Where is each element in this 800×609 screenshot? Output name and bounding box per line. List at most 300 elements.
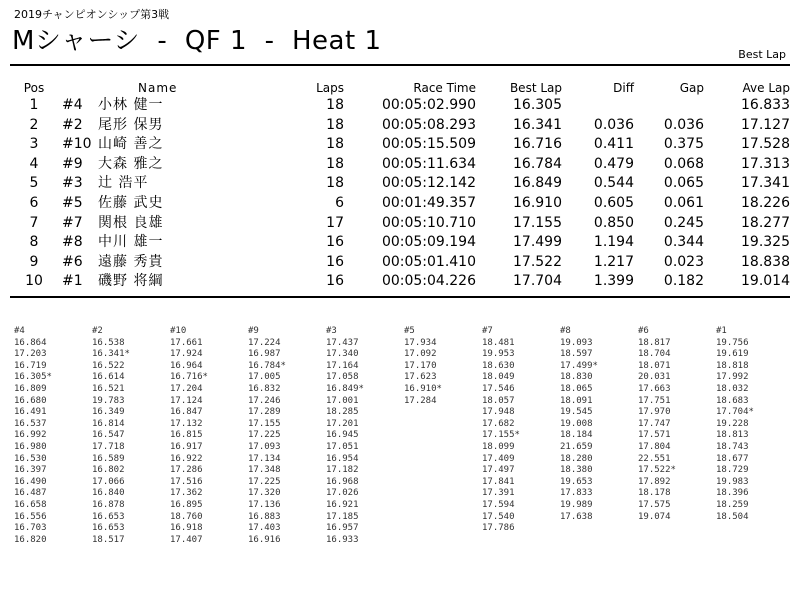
lap-time-cell xyxy=(400,442,478,454)
driver-name-cell: 佐藤 武史 xyxy=(98,194,164,211)
lap-time-cell: 17.201 xyxy=(326,418,359,429)
lap-time-cell xyxy=(712,535,790,547)
lap-time-cell: 17.362 xyxy=(170,488,203,499)
lap-column-header: #6 xyxy=(638,326,649,336)
gap-cell: 0.375 xyxy=(663,136,704,153)
lap-time-cell: 19.783 xyxy=(92,395,125,406)
laps-cell: 18 xyxy=(326,155,344,172)
driver-name-cell: 大森 雅之 xyxy=(98,155,164,172)
driver-name-cell: 辻 浩平 xyxy=(98,175,149,192)
lap-time-cell: 17.437 xyxy=(326,337,359,348)
ave-lap-cell: 17.313 xyxy=(741,155,790,172)
lap-time-cell: 16.968 xyxy=(326,476,359,487)
lap-time-cell: 16.530 xyxy=(14,453,47,464)
lap-time-cell xyxy=(400,535,478,547)
lap-time-cell: 17.841 xyxy=(482,476,515,487)
pos-cell: 3 xyxy=(29,136,39,153)
lap-time-cell: 17.924 xyxy=(170,349,203,360)
lap-time-cell: 18.396 xyxy=(716,488,749,499)
lap-time-cell: 18.830 xyxy=(560,372,593,383)
race-time-cell: 00:05:04.226 xyxy=(381,273,476,290)
lap-time-cell: 16.490 xyxy=(14,476,47,487)
lap-time-cell: 18.049 xyxy=(482,372,515,383)
best-lap-cell: 16.784 xyxy=(513,155,562,172)
race-time-cell: 00:05:10.710 xyxy=(381,214,476,231)
column-header-pos: Pos xyxy=(23,81,45,95)
lap-time-cell: 18.057 xyxy=(482,395,515,406)
pos-cell: 1 xyxy=(29,97,39,113)
laps-cell: 18 xyxy=(326,136,344,153)
race-time-cell: 00:05:12.142 xyxy=(381,175,476,192)
lap-time-cell xyxy=(634,523,712,535)
lap-time-cell xyxy=(400,454,478,466)
diff-cell xyxy=(562,96,634,116)
diff-cell: 0.479 xyxy=(593,155,634,172)
lap-time-cell: 18.743 xyxy=(716,441,749,452)
driver-name-cell: 中川 雄一 xyxy=(98,234,164,251)
laps-cell: 18 xyxy=(326,97,344,113)
column-header-gap: Gap xyxy=(679,81,704,95)
pos-cell: 5 xyxy=(29,175,39,192)
lap-time-cell: 16.556 xyxy=(14,511,47,522)
lap-time-cell: 16.703 xyxy=(14,523,47,534)
car-number-cell: #5 xyxy=(62,194,83,211)
lap-time-cell: 17.246 xyxy=(248,395,281,406)
lap-row xyxy=(10,454,790,466)
lap-time-cell: 17.704* xyxy=(716,407,754,418)
lap-time-cell: 17.051 xyxy=(326,441,359,452)
lap-time-cell: 18.504 xyxy=(716,511,749,522)
lap-time-cell: 16.916 xyxy=(248,534,281,545)
lap-time-cell: 18.184 xyxy=(560,430,593,441)
result-row xyxy=(10,253,790,273)
gap-cell: 0.344 xyxy=(663,234,704,251)
lap-time-cell: 17.225 xyxy=(248,430,281,441)
lap-time-cell: 16.614 xyxy=(92,372,125,383)
lap-times-table xyxy=(10,326,790,546)
lap-time-cell xyxy=(400,500,478,512)
lap-time-cell: 16.957 xyxy=(326,523,359,534)
lap-time-cell: 17.934 xyxy=(404,337,437,348)
lap-time-cell: 16.921 xyxy=(326,499,359,510)
lap-time-cell: 17.407 xyxy=(170,534,203,545)
results-header-row xyxy=(10,80,790,96)
ave-lap-cell: 17.528 xyxy=(741,136,790,153)
best-lap-cell: 16.910 xyxy=(513,194,562,211)
lap-time-cell: 17.204 xyxy=(170,383,203,394)
gap-cell: 0.068 xyxy=(663,155,704,172)
lap-time-cell: 18.065 xyxy=(560,383,593,394)
diff-cell: 0.411 xyxy=(593,136,634,153)
lap-time-cell: 17.522* xyxy=(638,465,676,476)
lap-time-cell: 18.071 xyxy=(638,360,671,371)
best-lap-cell: 17.499 xyxy=(513,234,562,251)
lap-time-cell: 17.289 xyxy=(248,407,281,418)
result-row xyxy=(10,233,790,253)
lap-time-cell: 16.933 xyxy=(326,534,359,545)
lap-time-cell: 16.864 xyxy=(14,337,47,348)
lap-time-cell xyxy=(556,523,634,535)
lap-time-cell: 17.571 xyxy=(638,430,671,441)
lap-row xyxy=(10,488,790,500)
lap-time-cell: 19.074 xyxy=(638,511,671,522)
lap-time-cell xyxy=(400,407,478,419)
lap-time-cell: 16.878 xyxy=(92,499,125,510)
gap-cell xyxy=(634,96,704,116)
laps-cell: 16 xyxy=(326,253,344,270)
lap-time-cell: 16.589 xyxy=(92,453,125,464)
lap-time-cell xyxy=(400,430,478,442)
result-row xyxy=(10,272,790,292)
lap-time-cell: 17.058 xyxy=(326,372,359,383)
lap-time-cell: 16.680 xyxy=(14,395,47,406)
race-time-cell: 00:05:09.194 xyxy=(381,234,476,251)
car-number-cell: #9 xyxy=(62,155,83,172)
lap-time-cell: 16.840 xyxy=(92,488,125,499)
gap-cell: 0.061 xyxy=(663,194,704,211)
diff-cell: 1.194 xyxy=(593,234,634,251)
column-header-diff: Diff xyxy=(613,81,634,95)
lap-time-cell: 16.491 xyxy=(14,407,47,418)
race-time-cell: 00:05:11.634 xyxy=(381,155,476,172)
lap-time-cell: 18.099 xyxy=(482,441,515,452)
lap-time-cell: 17.155 xyxy=(248,418,281,429)
result-row xyxy=(10,194,790,214)
lap-column-header: #9 xyxy=(248,326,259,336)
lap-time-cell: 20.031 xyxy=(638,372,671,383)
lap-time-cell: 19.983 xyxy=(716,476,749,487)
lap-time-cell: 16.992 xyxy=(14,430,47,441)
car-number-cell: #7 xyxy=(62,214,83,231)
result-row xyxy=(10,96,790,116)
ave-lap-cell: 18.226 xyxy=(741,194,790,211)
lap-time-cell: 18.729 xyxy=(716,465,749,476)
ave-lap-cell: 19.325 xyxy=(741,234,790,251)
results-table xyxy=(10,80,790,292)
lap-time-cell: 16.922 xyxy=(170,453,203,464)
lap-row xyxy=(10,384,790,396)
lap-row xyxy=(10,407,790,419)
lap-time-cell: 17.391 xyxy=(482,488,515,499)
laps-cell: 16 xyxy=(326,273,344,290)
lap-column-header: #4 xyxy=(14,326,25,336)
best-lap-cell: 16.849 xyxy=(513,175,562,192)
result-row xyxy=(10,174,790,194)
lap-row xyxy=(10,523,790,535)
race-time-cell: 00:05:08.293 xyxy=(381,116,476,133)
lap-time-cell: 17.638 xyxy=(560,511,593,522)
lap-time-cell: 19.228 xyxy=(716,418,749,429)
lap-time-cell: 17.516 xyxy=(170,476,203,487)
lap-time-cell: 17.182 xyxy=(326,465,359,476)
lap-time-cell: 18.597 xyxy=(560,349,593,360)
lap-row xyxy=(10,361,790,373)
lap-time-cell: 17.284 xyxy=(404,395,437,406)
lap-time-cell: 18.380 xyxy=(560,465,593,476)
car-number-cell: #3 xyxy=(62,175,83,192)
pos-cell: 9 xyxy=(29,253,39,270)
diff-cell: 1.399 xyxy=(593,273,634,290)
lap-time-cell: 19.989 xyxy=(560,499,593,510)
lap-time-cell: 19.619 xyxy=(716,349,749,360)
lap-row xyxy=(10,349,790,361)
ave-lap-cell: 16.833 xyxy=(741,97,790,113)
lap-time-cell: 16.784* xyxy=(248,360,286,371)
lap-times-header-row xyxy=(10,326,790,338)
lap-time-cell: 17.594 xyxy=(482,499,515,510)
lap-time-cell: 16.521 xyxy=(92,383,125,394)
lap-time-cell: 19.653 xyxy=(560,476,593,487)
lap-time-cell: 16.653 xyxy=(92,523,125,534)
lap-time-cell: 17.092 xyxy=(404,349,437,360)
driver-name-cell: 磯野 将綱 xyxy=(98,273,164,290)
lap-time-cell: 16.349 xyxy=(92,407,125,418)
lap-time-cell xyxy=(478,535,556,547)
driver-name-cell: 尾形 保男 xyxy=(98,116,164,133)
lap-time-cell: 17.409 xyxy=(482,453,515,464)
lap-time-cell xyxy=(712,523,790,535)
lap-row xyxy=(10,512,790,524)
lap-time-cell: 17.001 xyxy=(326,395,359,406)
diff-cell: 1.217 xyxy=(593,253,634,270)
lap-time-cell: 17.623 xyxy=(404,372,437,383)
lap-time-cell xyxy=(400,477,478,489)
lap-time-cell: 17.340 xyxy=(326,349,359,360)
column-header-ave-lap: Ave Lap xyxy=(742,81,790,95)
lap-time-cell: 17.203 xyxy=(14,349,47,360)
best-lap-cell: 17.522 xyxy=(513,253,562,270)
result-row xyxy=(10,155,790,175)
lap-time-cell xyxy=(400,488,478,500)
lap-time-cell xyxy=(400,512,478,524)
lap-time-cell: 16.895 xyxy=(170,499,203,510)
driver-name-cell: 遠藤 秀貴 xyxy=(98,253,164,270)
ave-lap-cell: 19.014 xyxy=(741,273,790,290)
lap-time-cell: 19.545 xyxy=(560,407,593,418)
lap-time-cell: 16.987 xyxy=(248,349,281,360)
lap-time-cell: 18.630 xyxy=(482,360,515,371)
lap-column-header: #2 xyxy=(92,326,103,336)
lap-row xyxy=(10,430,790,442)
lap-time-cell: 17.185 xyxy=(326,511,359,522)
lap-time-cell: 17.170 xyxy=(404,360,437,371)
driver-name-cell: 関根 良雄 xyxy=(98,214,164,231)
lap-time-cell: 19.953 xyxy=(482,349,515,360)
lap-time-cell: 16.809 xyxy=(14,383,47,394)
lap-time-cell: 18.481 xyxy=(482,337,515,348)
lap-row xyxy=(10,500,790,512)
lap-time-cell: 17.546 xyxy=(482,383,515,394)
diff-cell: 0.544 xyxy=(593,175,634,192)
lap-time-cell: 17.970 xyxy=(638,407,671,418)
lap-time-cell: 17.575 xyxy=(638,499,671,510)
driver-name-cell: 山崎 善之 xyxy=(98,136,164,153)
best-lap-cell: 17.155 xyxy=(513,214,562,231)
lap-time-cell xyxy=(400,419,478,431)
best-lap-cell: 16.305 xyxy=(513,97,562,113)
diff-cell: 0.605 xyxy=(593,194,634,211)
lap-time-cell: 16.849* xyxy=(326,383,364,394)
lap-time-cell: 18.760 xyxy=(170,511,203,522)
lap-time-cell: 17.682 xyxy=(482,418,515,429)
lap-row xyxy=(10,442,790,454)
pos-cell: 2 xyxy=(29,116,39,133)
result-row xyxy=(10,214,790,234)
car-number-cell: #6 xyxy=(62,253,83,270)
lap-time-cell: 16.547 xyxy=(92,430,125,441)
lap-time-cell: 16.538 xyxy=(92,337,125,348)
column-header-race-time: Race Time xyxy=(413,81,476,95)
event-name: 2019チャンピオンシップ第3戦 xyxy=(14,8,170,21)
lap-row xyxy=(10,535,790,547)
lap-column-header: #5 xyxy=(404,326,415,336)
lap-time-cell: 18.817 xyxy=(638,337,671,348)
lap-column-header: #7 xyxy=(482,326,493,336)
lap-time-cell: 18.280 xyxy=(560,453,593,464)
gap-cell: 0.036 xyxy=(663,116,704,133)
race-time-cell: 00:05:02.990 xyxy=(381,97,476,113)
pos-cell: 6 xyxy=(29,194,39,211)
lap-row xyxy=(10,465,790,477)
lap-time-cell: 21.659 xyxy=(560,441,593,452)
lap-row xyxy=(10,396,790,408)
lap-time-cell: 16.847 xyxy=(170,407,203,418)
lap-time-cell: 16.397 xyxy=(14,465,47,476)
lap-time-cell: 18.818 xyxy=(716,360,749,371)
lap-time-cell: 22.551 xyxy=(638,453,671,464)
lap-time-cell: 17.747 xyxy=(638,418,671,429)
lap-time-cell: 17.225 xyxy=(248,476,281,487)
best-lap-cell: 16.341 xyxy=(513,116,562,133)
lap-time-cell: 16.522 xyxy=(92,360,125,371)
lap-time-cell: 16.719 xyxy=(14,360,47,371)
lap-time-cell: 17.497 xyxy=(482,465,515,476)
best-lap-cell: 17.704 xyxy=(513,273,562,290)
laps-cell: 16 xyxy=(326,234,344,251)
lap-time-cell: 17.134 xyxy=(248,453,281,464)
lap-time-cell: 16.815 xyxy=(170,430,203,441)
lap-row xyxy=(10,477,790,489)
lap-time-cell: 16.820 xyxy=(14,534,47,545)
pos-cell: 7 xyxy=(29,214,39,231)
lap-time-cell: 17.948 xyxy=(482,407,515,418)
race-time-cell: 00:05:01.410 xyxy=(381,253,476,270)
lap-time-cell xyxy=(400,523,478,535)
lap-time-cell: 16.945 xyxy=(326,430,359,441)
lap-time-cell: 17.224 xyxy=(248,337,281,348)
lap-time-cell: 16.305* xyxy=(14,372,52,383)
column-header-best-lap: Best Lap xyxy=(509,81,562,95)
driver-name-cell: 小林 健一 xyxy=(98,97,164,113)
lap-time-cell: 16.716* xyxy=(170,372,208,383)
lap-time-cell: 18.683 xyxy=(716,395,749,406)
lap-column-header: #10 xyxy=(170,326,187,336)
lap-time-cell: 18.178 xyxy=(638,488,671,499)
gap-cell: 0.182 xyxy=(663,273,704,290)
lap-time-cell: 16.341* xyxy=(92,349,130,360)
lap-time-cell: 18.517 xyxy=(92,534,125,545)
lap-time-cell: 18.032 xyxy=(716,383,749,394)
lap-time-cell: 17.124 xyxy=(170,395,203,406)
lap-column-header: #3 xyxy=(326,326,337,336)
car-number-cell: #2 xyxy=(62,116,83,133)
lap-time-cell: 16.964 xyxy=(170,360,203,371)
lap-time-cell: 17.804 xyxy=(638,441,671,452)
lap-time-cell: 17.718 xyxy=(92,441,125,452)
lap-row xyxy=(10,338,790,350)
race-time-cell: 00:01:49.357 xyxy=(381,194,476,211)
lap-time-cell: 16.883 xyxy=(248,511,281,522)
ave-lap-cell: 17.127 xyxy=(741,116,790,133)
lap-time-cell: 17.661 xyxy=(170,337,203,348)
lap-time-cell: 16.537 xyxy=(14,418,47,429)
lap-time-cell: 16.653 xyxy=(92,511,125,522)
column-header-laps: Laps xyxy=(316,81,344,95)
sheet-type-label: Best Lap xyxy=(738,48,786,61)
best-lap-cell: 16.716 xyxy=(513,136,562,153)
lap-time-cell: 17.833 xyxy=(560,488,593,499)
pos-cell: 4 xyxy=(29,155,39,172)
lap-time-cell xyxy=(400,465,478,477)
lap-time-cell: 17.499* xyxy=(560,360,598,371)
column-header-name: Name xyxy=(138,81,178,95)
pos-cell: 10 xyxy=(25,273,43,290)
laps-cell: 6 xyxy=(335,194,344,211)
gap-cell: 0.065 xyxy=(663,175,704,192)
car-number-cell: #4 xyxy=(62,97,83,113)
lap-time-cell: 17.132 xyxy=(170,418,203,429)
lap-time-cell: 17.540 xyxy=(482,511,515,522)
lap-time-cell: 17.164 xyxy=(326,360,359,371)
lap-time-cell: 16.954 xyxy=(326,453,359,464)
header-divider xyxy=(10,64,790,66)
lap-time-cell: 17.320 xyxy=(248,488,281,499)
lap-time-cell: 17.286 xyxy=(170,465,203,476)
laps-cell: 17 xyxy=(326,214,344,231)
lap-time-cell: 16.980 xyxy=(14,441,47,452)
lap-time-cell: 16.917 xyxy=(170,441,203,452)
lap-time-cell: 19.756 xyxy=(716,337,749,348)
lap-time-cell: 19.008 xyxy=(560,418,593,429)
lap-time-cell: 18.813 xyxy=(716,430,749,441)
lap-time-cell: 17.663 xyxy=(638,383,671,394)
lap-time-cell: 16.918 xyxy=(170,523,203,534)
car-number-cell: #8 xyxy=(62,234,83,251)
lap-time-cell: 17.136 xyxy=(248,499,281,510)
lap-time-cell: 17.892 xyxy=(638,476,671,487)
lap-column-header: #8 xyxy=(560,326,571,336)
lap-row xyxy=(10,372,790,384)
lap-time-cell: 16.832 xyxy=(248,383,281,394)
laps-cell: 18 xyxy=(326,116,344,133)
page-title: Mシャーシ - QF 1 - Heat 1 xyxy=(12,26,382,56)
lap-time-cell xyxy=(556,535,634,547)
lap-time-cell: 17.093 xyxy=(248,441,281,452)
lap-time-cell: 16.802 xyxy=(92,465,125,476)
result-row xyxy=(10,116,790,136)
lap-time-cell: 17.348 xyxy=(248,465,281,476)
lap-time-cell xyxy=(634,535,712,547)
laps-cell: 18 xyxy=(326,175,344,192)
diff-cell: 0.850 xyxy=(593,214,634,231)
lap-time-cell: 16.658 xyxy=(14,499,47,510)
lap-row xyxy=(10,419,790,431)
race-time-cell: 00:05:15.509 xyxy=(381,136,476,153)
diff-cell: 0.036 xyxy=(593,116,634,133)
lap-column-header: #1 xyxy=(716,326,727,336)
gap-cell: 0.245 xyxy=(663,214,704,231)
ave-lap-cell: 18.838 xyxy=(741,253,790,270)
